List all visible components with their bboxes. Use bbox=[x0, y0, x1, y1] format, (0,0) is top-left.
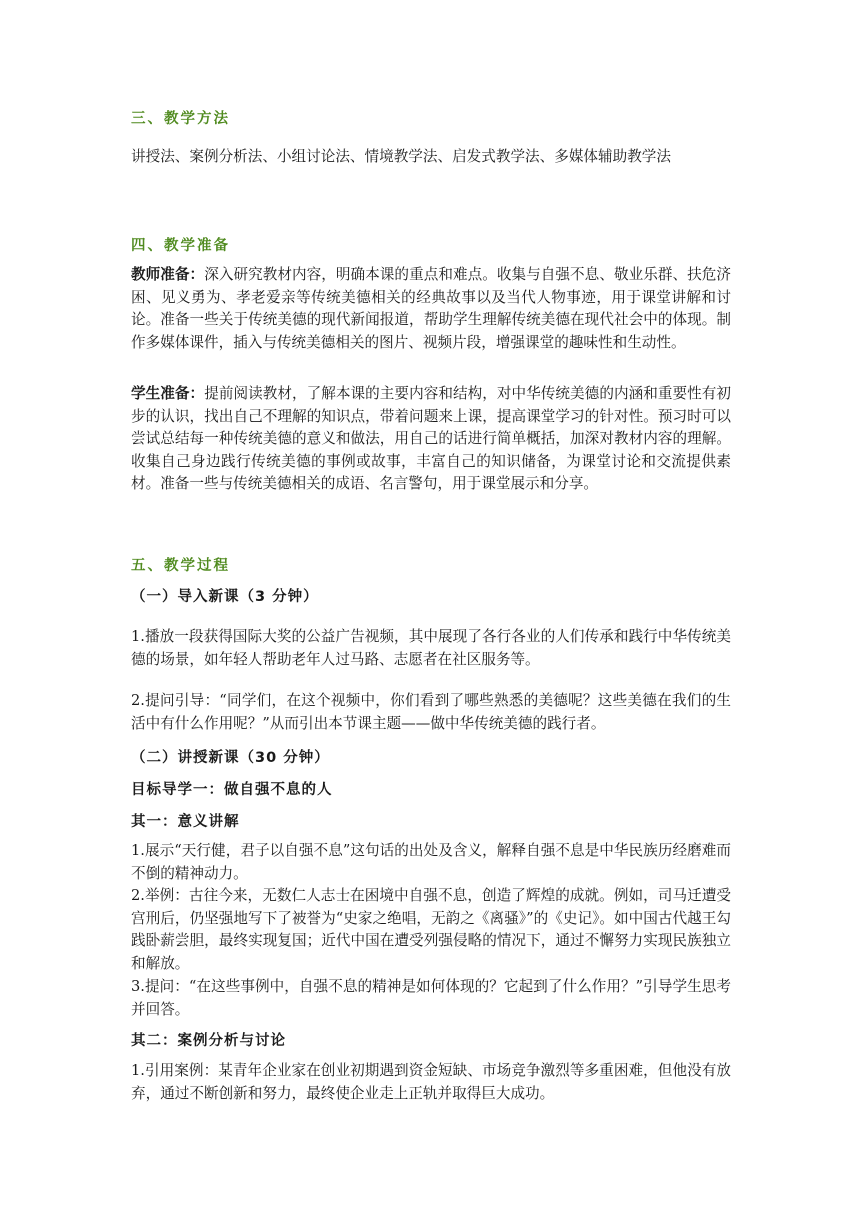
teacher-preparation-paragraph bbox=[131, 264, 731, 354]
teacher-preparation-label: 教师准备： bbox=[131, 266, 205, 283]
meaning-paragraph-1: 1.展示“天行健，君子以自强不息”这句话的出处及含义，解释自强不息是中华民族历经磨难而不倒的精神动力。 bbox=[131, 842, 731, 882]
subheading-case-analysis: 其二：案例分析与讨论 bbox=[131, 1033, 286, 1049]
introduction-paragraph-2: 2.提问引导：“同学们，在这个视频中，你们看到了哪些熟悉的美德呢？这些美德在我们的生活中有什么作用呢？”从而引出本节课主题——做中华传统美德的践行者。 bbox=[131, 692, 731, 732]
subheading-new-lesson: （二）讲授新课（30 分钟） bbox=[131, 750, 330, 766]
teacher-preparation-text: 深入研究教材内容，明确本课的重点和难点。收集与自强不息、敬业乐群、扶危济困、见义勇为、孝老爱亲等传统美德相关的经典故事以及当代人物事迹，用于课堂讲解和讨论。准备一些关于传统美德的现代新闻报道，帮助学生理解传统美德在现代社会中的体现。制作多媒体课件，插入与传统美德相关的图片、视频片段，增强课堂的趣味性和生动性。 bbox=[131, 266, 731, 351]
meaning-paragraph-3: 3.提问：“在这些事例中，自强不息的精神是如何体现的？它起到了什么作用？”引导学生思考并回答。 bbox=[131, 978, 731, 1018]
introduction-paragraph-1: 1.播放一段获得国际大奖的公益广告视频，其中展现了各行各业的人们传承和践行中华传统美德的场景，如年轻人帮助老年人过马路、志愿者在社区服务等。 bbox=[131, 628, 731, 668]
subheading-introduction: （一）导入新课（3 分钟） bbox=[131, 589, 319, 605]
section-heading-teaching-preparation: 四、教学准备 bbox=[131, 238, 230, 254]
subheading-meaning: 其一：意义讲解 bbox=[131, 814, 240, 830]
section-heading-teaching-methods: 三、教学方法 bbox=[131, 111, 230, 127]
student-preparation-text: 提前阅读教材，了解本课的主要内容和结构，对中华传统美德的内涵和重要性有初步的认识，找出自己不理解的知识点，带着问题来上课，提高课堂学习的针对性。预习时可以尝试总结每一种传统美德的意义和做法，用自己的话进行简单概括，加深对教材内容的理解。收集自己身边践行传统美德的事例或故事，丰富自己的知识储备，为课堂讨论和交流提供素材。准备一些与传统美德相关的成语、名言警句，用于课堂展示和分享。 bbox=[131, 385, 731, 492]
case-analysis-paragraph-1: 1.引用案例：某青年企业家在创业初期遇到资金短缺、市场竞争激烈等多重困难，但他没有放弃，通过不断创新和努力，最终使企业走上正轨并取得巨大成功。 bbox=[131, 1062, 731, 1102]
teaching-methods-text: 讲授法、案例分析法、小组讨论法、情境教学法、启发式教学法、多媒体辅助教学法 bbox=[131, 148, 671, 165]
subheading-goal-1: 目标导学一：做自强不息的人 bbox=[131, 782, 333, 798]
meaning-paragraph-2: 2.举例：古往今来，无数仁人志士在困境中自强不息，创造了辉煌的成就。例如，司马迁遭受宫刑后，仍坚强地写下了被誉为“史家之绝唱，无韵之《离骚》”的《史记》。如中国古代越王勾践卧薪尝胆，最终实现复国；近代中国在遭受列强侵略的情况下，通过不懈努力实现民族独立和解放。 bbox=[131, 887, 731, 972]
student-preparation-paragraph bbox=[131, 383, 731, 496]
student-preparation-label: 学生准备： bbox=[131, 385, 205, 402]
section-heading-teaching-process: 五、教学过程 bbox=[131, 558, 230, 574]
